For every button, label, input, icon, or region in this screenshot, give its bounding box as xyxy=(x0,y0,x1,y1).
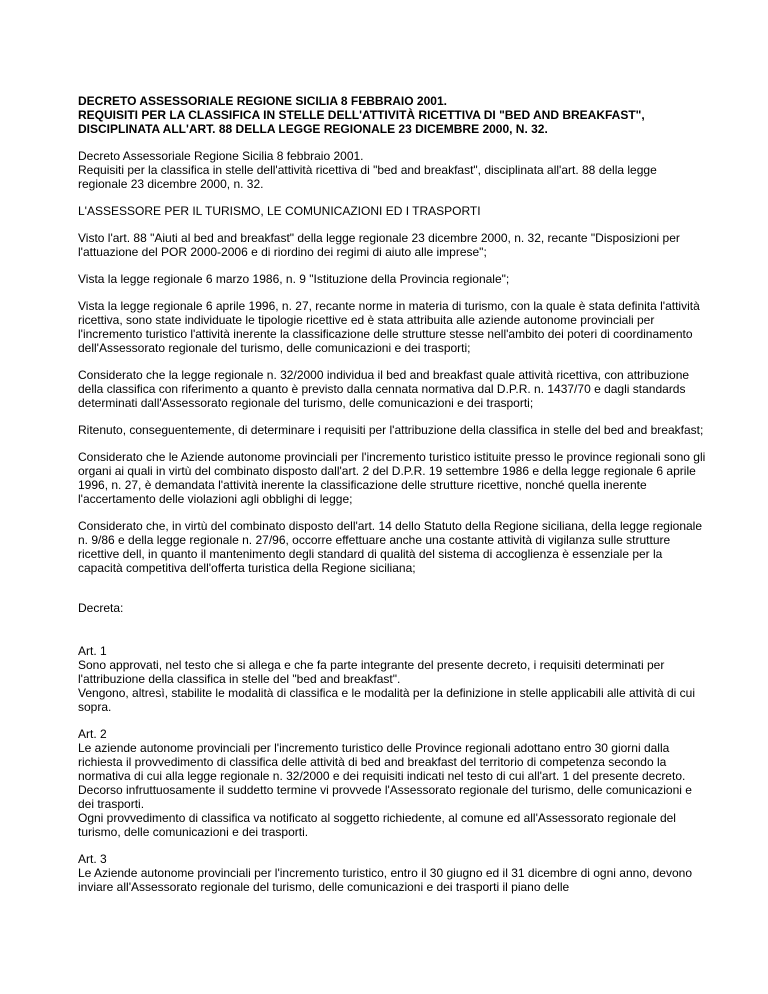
article-3 xyxy=(78,852,708,894)
paragraph-considerato-32-2000: Considerato che la legge regionale n. 32/2000 individua il bed and breakfast quale attività ricettiva, con attribuzione della classifica con riferimento a quanto è previsto dalla cennata normativa dal D.P.R. n. 1437/70 e dagli standards determinati dall'Assessorato regionale del turismo, delle comunicazioni e dei trasporti; xyxy=(78,368,690,410)
intro-block xyxy=(78,149,708,191)
paragraph-ritenuto: Ritenuto, conseguentemente, di determinare i requisiti per l'attribuzione della classifica in stelle del bed and breakfast; xyxy=(78,423,704,437)
article-title: Art. 2 xyxy=(78,727,107,741)
article-title: Art. 3 xyxy=(78,852,107,866)
intro-line-2: Requisiti per la classifica in stelle dell'attività ricettiva di "bed and breakfast", disciplinata all'art. 88 della legge regionale 23 dicembre 2000, n. 32. xyxy=(78,163,657,191)
article-line: Vengono, altresì, stabilite le modalità di classifica e le modalità per la definizione in stelle applicabili alle attività di cui sopra. xyxy=(78,686,696,714)
article-line: Ogni provvedimento di classifica va notificato al soggetto richiedente, al comune ed all'Assessorato regionale del turismo, delle comunicazioni e dei trasporti. xyxy=(78,811,676,839)
article-line: Le Aziende autonome provinciali per l'incremento turistico, entro il 30 giugno ed il 31 dicembre di ogni anno, devono inviare all'Assessorato regionale del turismo, delle comunicazioni e dei trasporti il piano delle xyxy=(78,866,693,894)
article-1 xyxy=(78,644,708,714)
paragraph-vista-lr-1996: Vista la legge regionale 6 aprile 1996, n. 27, recante norme in materia di turismo, con la quale è stata definita l'attività ricettiva, sono state individuate le tipologie ricettive ed è stata attribuita alle aziende autonome provinciali per l'incremento turistico l'attività inerente la classificazione delle strutture stesse nell'ambito dei poteri di coordinamento dell'Assessorato regionale del turismo, delle comunicazioni e dei trasporti; xyxy=(78,299,700,355)
intro-line-1: Decreto Assessoriale Regione Sicilia 8 febbraio 2001. xyxy=(78,149,364,163)
decreta-label: Decreta: xyxy=(78,601,124,615)
article-line: Sono approvati, nel testo che si allega e che fa parte integrante del presente decreto, i requisiti determinati per l'attribuzione della classifica in stelle del "bed and breakfast". xyxy=(78,658,665,686)
article-title: Art. 1 xyxy=(78,644,107,658)
paragraph-vista-lr-1986: Vista la legge regionale 6 marzo 1986, n. 9 "Istituzione della Provincia regionale"; xyxy=(78,272,510,286)
document-page xyxy=(78,94,708,907)
article-2 xyxy=(78,727,708,839)
paragraph-considerato-art14: Considerato che, in virtù del combinato disposto dell'art. 14 dello Statuto della Regione siciliana, della legge regionale n. 9/86 e della legge regionale n. 27/96, occorre effettuare anche una costante attività di vigilanza sulle strutture ricettive dell, in quanto il mantenimento degli standard di qualità del sistema di accoglienza è essenziale per la capacità competitiva dell'offerta turistica della Regione siciliana; xyxy=(78,519,703,575)
heading-line-2: REQUISITI PER LA CLASSIFICA IN STELLE DELL'ATTIVITÀ RICETTIVA DI "BED AND BREAKFAST", DISCIPLINATA ALL'ART. 88 DELLA LEGGE REGIONALE 23 DICEMBRE 2000, N. 32. xyxy=(78,108,645,136)
paragraph-considerato-aziende: Considerato che le Aziende autonome provinciali per l'incremento turistico istituite presso le province regionali sono gli organi ai quali in virtù del combinato disposto dall'art. 2 del D.P.R. 19 settembre 1986 e della legge regionale 6 aprile 1996, n. 27, è demandata l'attività inerente la classificazione delle strutture ricettive, nonché quella inerente l'accertamento delle violazioni agli obblighi di legge; xyxy=(78,450,706,506)
paragraph-visto-art88: Visto l'art. 88 "Aiuti al bed and breakfast" della legge regionale 23 dicembre 2000, n. 32, recante "Disposizioni per l'attuazione del POR 2000-2006 e di riordino dei regimi di aiuto alle imprese"; xyxy=(78,231,680,259)
heading-line-1: DECRETO ASSESSORIALE REGIONE SICILIA 8 FEBBRAIO 2001. xyxy=(78,94,447,108)
article-line: Le aziende autonome provinciali per l'incremento turistico delle Province regionali adottano entro 30 giorni dalla richiesta il provvedimento di classifica delle attività di bed and breakfast del territorio di competenza secondo la normativa di cui alla legge regionale n. 32/2000 e dei requisiti indicati nel testo di cui all'art. 1 del presente decreto. xyxy=(78,741,686,783)
document-heading xyxy=(78,94,708,136)
assessore-title: L'ASSESSORE PER IL TURISMO, LE COMUNICAZIONI ED I TRASPORTI xyxy=(78,204,481,218)
article-line: Decorso infruttuosamente il suddetto termine vi provvede l'Assessorato regionale del turismo, delle comunicazioni e dei trasporti. xyxy=(78,783,692,811)
